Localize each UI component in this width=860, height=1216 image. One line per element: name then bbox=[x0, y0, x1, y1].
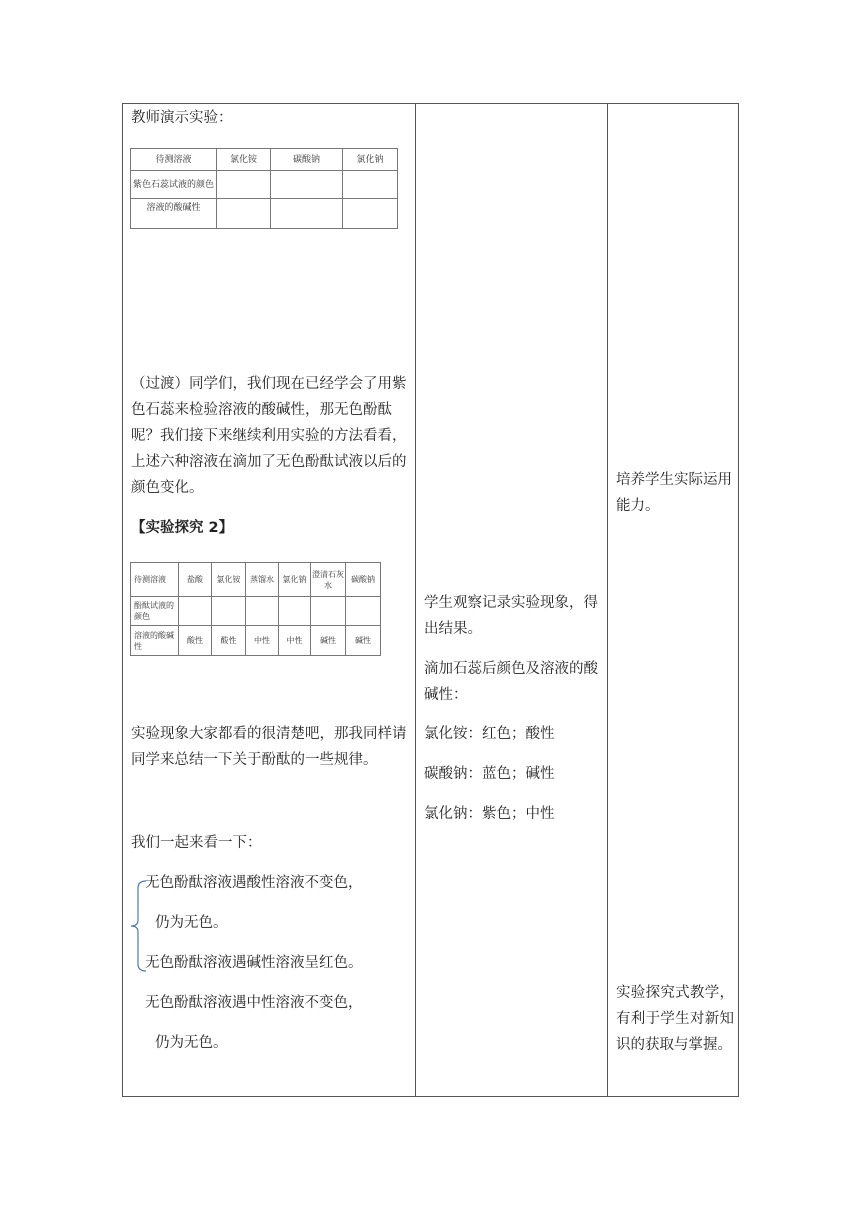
table-header-cell: 澄清石灰水 bbox=[311, 563, 346, 597]
column-divider bbox=[607, 103, 608, 1097]
table-cell: 中性 bbox=[246, 626, 279, 656]
table-header-cell: 蒸馏水 bbox=[246, 563, 279, 597]
table-header-cell: 氯化钠 bbox=[279, 563, 311, 597]
result-sodium-carbonate: 碳酸钠：蓝色；碱性 bbox=[424, 766, 555, 782]
table-cell bbox=[246, 597, 279, 626]
rule-neutral-line1: 无色酚酞溶液遇中性溶液不变色， bbox=[145, 995, 363, 1011]
transition-paragraph: （过渡）同学们，我们现在已经学会了用紫色石蕊来检验溶液的酸碱性，那无色酚酞呢？我们接下来继续利用实验的方法看看，上述六种溶液在滴加了无色酚酞试液以后的颜色变化。 bbox=[131, 376, 407, 496]
litmus-result-title: 滴加石蕊后颜色及溶液的酸碱性： bbox=[424, 661, 598, 703]
rule-acid-line2: 仍为无色。 bbox=[155, 915, 228, 931]
experiment-title: 【实验探究 2】 bbox=[131, 520, 234, 536]
table-cell: 酸性 bbox=[179, 626, 212, 656]
table-cell: 碱性 bbox=[311, 626, 346, 656]
teacher-demo-intro: 教师演示实验： bbox=[131, 110, 233, 126]
purpose-inquiry: 实验探究式教学，有利于学生对新知识的获取与掌握。 bbox=[616, 985, 734, 1053]
summary-paragraph: 实验现象大家都看的很清楚吧，那我同样请同学来总结一下关于酚酞的一些规律。 bbox=[131, 726, 407, 768]
look-together-text: 我们一起来看一下： bbox=[131, 835, 262, 851]
table-row-label: 酚酞试液的颜色 bbox=[131, 597, 179, 626]
table-row-label: 溶液的酸碱性 bbox=[131, 199, 217, 229]
rule-acid-line1: 无色酚酞溶液遇酸性溶液不变色， bbox=[145, 875, 363, 891]
table-cell bbox=[311, 597, 346, 626]
student-observe-text: 学生观察记录实验现象，得出结果。 bbox=[424, 595, 598, 637]
table-cell bbox=[179, 597, 212, 626]
table-cell bbox=[217, 199, 271, 229]
result-ammonium-chloride: 氯化铵：红色；酸性 bbox=[424, 726, 555, 742]
purpose-ability: 培养学生实际运用能力。 bbox=[616, 472, 732, 514]
table-cell bbox=[279, 597, 311, 626]
table-header-cell: 待测溶液 bbox=[131, 563, 179, 597]
table-header-cell: 碳酸钠 bbox=[346, 563, 381, 597]
table-header-cell: 氯化铵 bbox=[212, 563, 246, 597]
table-cell bbox=[343, 199, 398, 229]
table-header-cell: 待测溶液 bbox=[131, 149, 217, 171]
table-cell: 酸性 bbox=[212, 626, 246, 656]
phenolphthalein-results-table bbox=[130, 562, 381, 656]
table-header-cell: 氯化铵 bbox=[217, 149, 271, 171]
table-header-cell: 盐酸 bbox=[179, 563, 212, 597]
table-cell bbox=[271, 171, 343, 199]
table-cell: 中性 bbox=[279, 626, 311, 656]
litmus-results-table bbox=[130, 148, 398, 229]
table-cell: 碱性 bbox=[346, 626, 381, 656]
table-cell bbox=[212, 597, 246, 626]
table-header-cell: 碳酸钠 bbox=[271, 149, 343, 171]
rule-base: 无色酚酞溶液遇碱性溶液呈红色。 bbox=[145, 955, 363, 971]
table-row-label: 溶液的酸碱性 bbox=[131, 626, 179, 656]
result-sodium-chloride: 氯化钠：紫色；中性 bbox=[424, 806, 555, 822]
table-header-cell: 氯化钠 bbox=[343, 149, 398, 171]
table-row-label: 紫色石蕊试液的颜色 bbox=[131, 171, 217, 199]
table-cell bbox=[271, 199, 343, 229]
table-cell bbox=[346, 597, 381, 626]
column-divider bbox=[415, 103, 416, 1097]
rule-neutral-line2: 仍为无色。 bbox=[155, 1035, 228, 1051]
table-cell bbox=[343, 171, 398, 199]
table-cell bbox=[217, 171, 271, 199]
